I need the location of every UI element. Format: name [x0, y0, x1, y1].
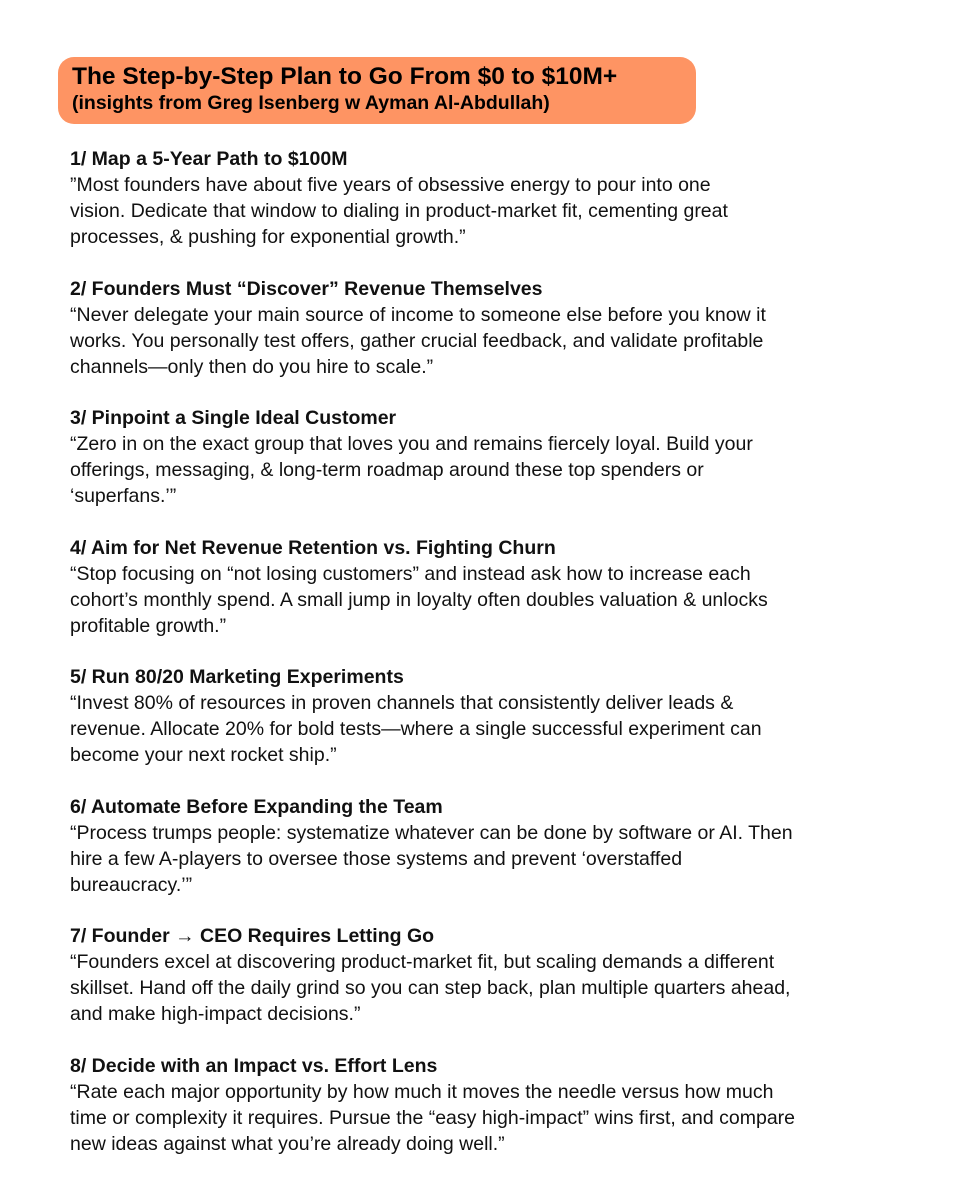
- step-quote: [70, 302, 910, 380]
- quote-line: “Stop focusing on “not losing customers” and instead ask how to increase each: [70, 562, 751, 585]
- step-quote: [70, 172, 910, 250]
- quote-line: ”Most founders have about five years of obsessive energy to pour into one: [70, 174, 711, 196]
- quote-line: and make high-impact decisions.”: [70, 1003, 361, 1025]
- quote-line: “Rate each major opportunity by how much it moves the needle versus how much: [70, 1080, 774, 1103]
- quote-line: become your next rocket ship.”: [70, 744, 337, 766]
- quote-line: ‘superfans.’”: [70, 485, 177, 507]
- step-quote: [70, 431, 910, 509]
- step-4: [70, 535, 910, 665]
- quote-line: “Process trumps people: systematize whatever can be done by software or AI. Then: [70, 821, 793, 844]
- quote-line: time or complexity it requires. Pursue the “easy high-impact” wins first, and compare: [70, 1106, 796, 1129]
- header-banner: [58, 57, 696, 124]
- quote-line: “Never delegate your main source of income to someone else before you know it: [70, 303, 766, 326]
- quote-line: new ideas against what you’re already doing well.”: [70, 1132, 505, 1155]
- quote-line: profitable growth.”: [70, 614, 227, 637]
- step-heading: 6/ Automate Before Expanding the Team: [70, 795, 443, 818]
- step-1: [70, 146, 910, 276]
- step-quote: [70, 949, 910, 1027]
- step-3: [70, 405, 910, 535]
- quote-line: offerings, messaging, & long-term roadmap around these top spenders or: [70, 459, 704, 481]
- quote-line: skillset. Hand off the daily grind so you can step back, plan multiple quarters ahead,: [70, 977, 791, 999]
- page-title: The Step-by-Step Plan to Go From $0 to $10M+: [72, 63, 618, 90]
- page-subtitle: (insights from Greg Isenberg w Ayman Al-Abdullah): [72, 92, 550, 114]
- step-quote: [70, 820, 910, 898]
- step-heading: 2/ Founders Must “Discover” Revenue Themselves: [70, 277, 543, 300]
- step-heading: 1/ Map a 5-Year Path to $100M: [70, 148, 348, 170]
- step-2: [70, 276, 910, 406]
- step-5: [70, 664, 910, 794]
- quote-line: hire a few A-players to oversee those systems and prevent ‘overstaffed: [70, 847, 683, 870]
- step-heading: 5/ Run 80/20 Marketing Experiments: [70, 666, 404, 688]
- step-quote: [70, 561, 910, 639]
- quote-line: cohort’s monthly spend. A small jump in loyalty often doubles valuation & unlocks: [70, 588, 768, 611]
- step-heading: 8/ Decide with an Impact vs. Effort Lens: [70, 1054, 438, 1077]
- step-quote: [70, 690, 910, 768]
- step-heading: 7/ Founder → CEO Requires Letting Go: [70, 925, 435, 947]
- quote-line: works. You personally test offers, gather crucial feedback, and validate profitable: [70, 329, 764, 352]
- quote-line: “Founders excel at discovering product-market fit, but scaling demands a different: [70, 951, 775, 973]
- quote-line: revenue. Allocate 20% for bold tests—where a single successful experiment can: [70, 718, 762, 740]
- quote-line: “Zero in on the exact group that loves you and remains fiercely loyal. Build your: [70, 433, 753, 455]
- quote-line: channels—only then do you hire to scale.”: [70, 355, 434, 378]
- step-8: [70, 1053, 910, 1183]
- quote-line: “Invest 80% of resources in proven channels that consistently deliver leads &: [70, 692, 734, 714]
- step-quote: [70, 1079, 910, 1157]
- quote-line: processes, & pushing for exponential growth.”: [70, 226, 466, 248]
- step-heading: 4/ Aim for Net Revenue Retention vs. Fighting Churn: [70, 536, 556, 559]
- step-6: [70, 794, 910, 924]
- quote-line: bureaucracy.’”: [70, 873, 193, 896]
- step-7: [70, 923, 910, 1053]
- steps-list: [70, 146, 910, 1182]
- quote-line: vision. Dedicate that window to dialing in product-market fit, cementing great: [70, 200, 728, 222]
- step-heading: 3/ Pinpoint a Single Ideal Customer: [70, 407, 397, 429]
